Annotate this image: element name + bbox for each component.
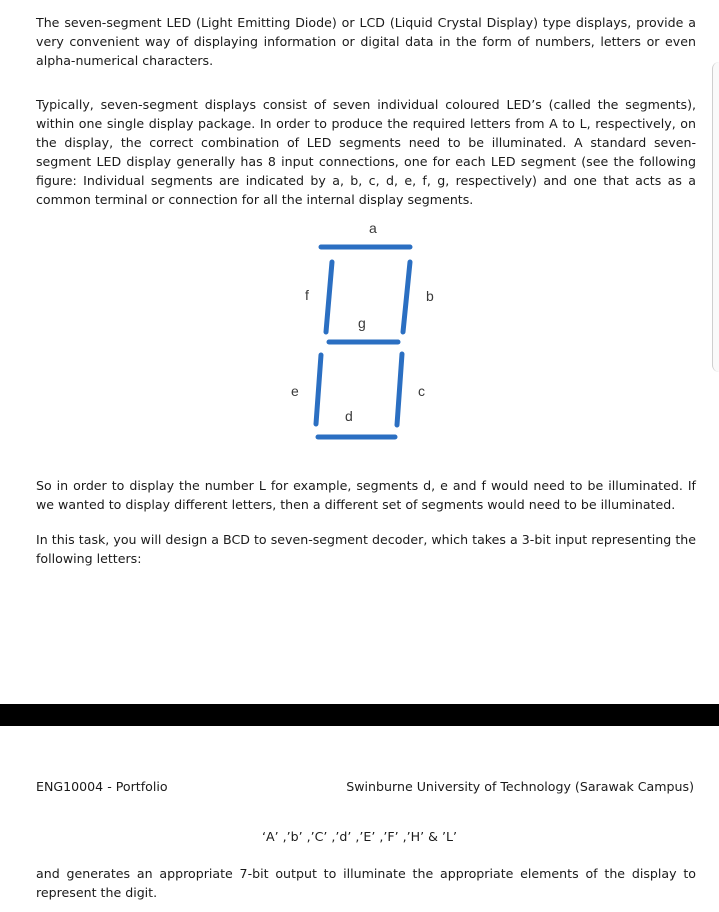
page-divider [0, 704, 719, 726]
example-paragraph: So in order to display the number L for example, segments d, e and f would need to be illuminated. If we wanted to display different letters, then a different set of segments would need to be illuminated. [36, 478, 696, 512]
segment-c [397, 354, 402, 425]
task-paragraph: In this task, you will design a BCD to seven-segment decoder, which takes a 3-bit input representing the following letters: [36, 532, 696, 566]
footer-course: ENG10004 - Portfolio [36, 779, 168, 794]
output-paragraph: and generates an appropriate 7-bit output to illuminate the appropriate elements of the display to represent the digit. [36, 866, 696, 900]
segment-label-e: e [291, 383, 299, 399]
typically-paragraph: Typically, seven-segment displays consist of seven individual coloured LED’s (called the segments), within one single display package. In order to produce the required letters from A to L, respectively, on the display, the correct combination of LED segments need to be illuminated. A standard seven-segment LED display generally has 8 input connections, one for each LED segment (see the following figure: Individual segments are indicated by a, b, c, d, e, f, g, respectively) and one that acts as a common terminal or connection for all the internal display segments. [36, 97, 696, 207]
segment-label-d: d [345, 408, 353, 424]
scroll-edge-handle[interactable] [712, 62, 719, 372]
segment-f [326, 262, 332, 332]
segment-e [316, 355, 321, 424]
segment-label-f: f [305, 287, 309, 303]
segment-label-c: c [418, 383, 425, 399]
segment-label-a: a [369, 220, 377, 236]
segment-b [403, 262, 410, 332]
intro-paragraph: The seven-segment LED (Light Emitting Diode) or LCD (Liquid Crystal Display) type displays, provide a very convenient way of displaying information or digital data in the form of numbers, letters or even alpha-numerical characters. [36, 15, 696, 68]
letters-list: ‘A’ ,’b’ ,’C’ ,’d’ ,’E’ ,’F’ ,’H’ & ’L’ [261, 829, 457, 844]
footer-institution: Swinburne University of Technology (Sarawak Campus) [346, 779, 694, 794]
segment-label-g: g [358, 315, 366, 331]
segment-label-b: b [426, 288, 434, 304]
